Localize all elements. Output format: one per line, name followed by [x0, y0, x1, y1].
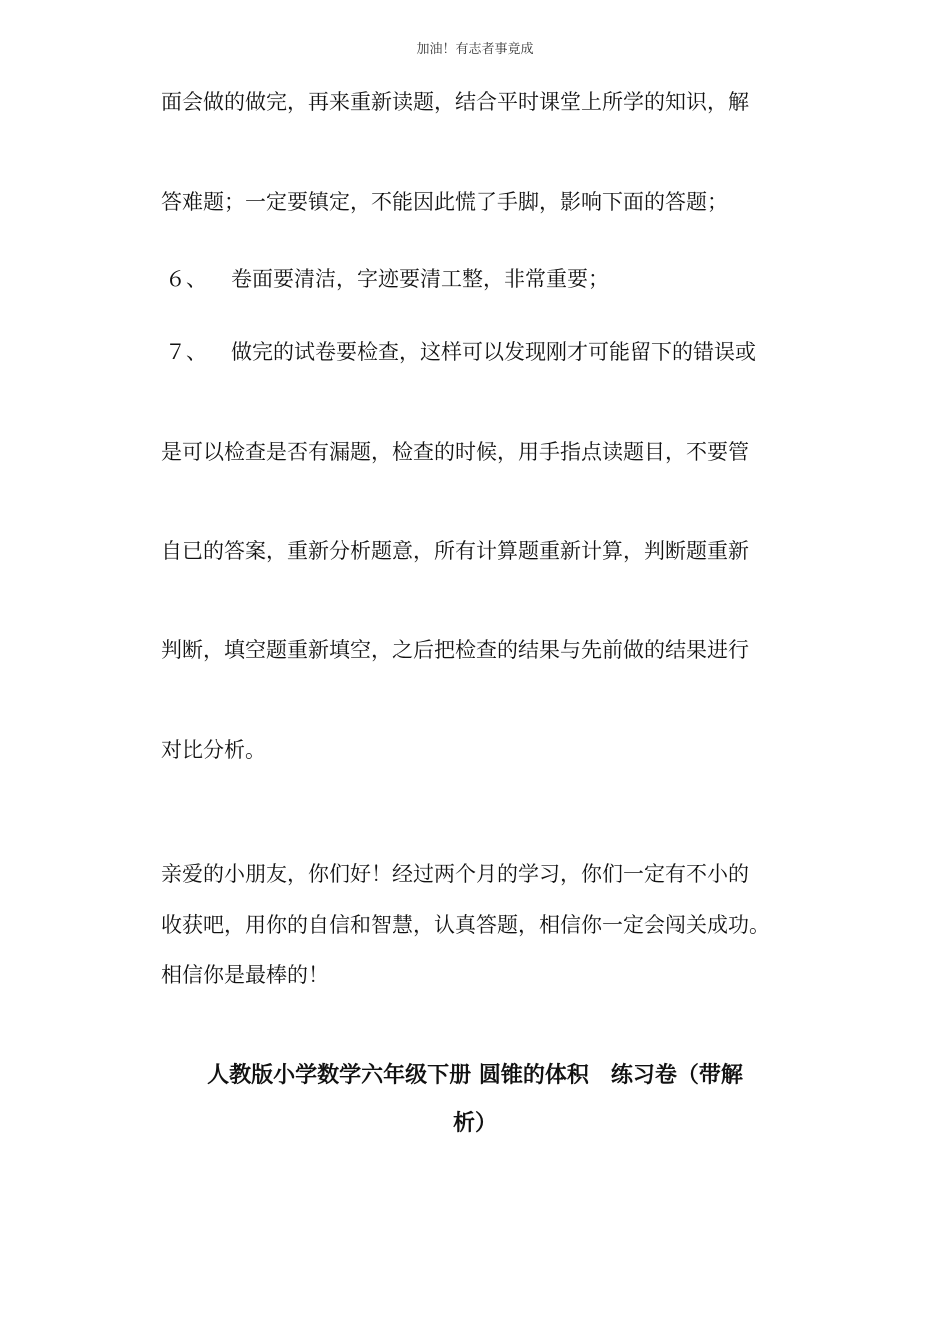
list-item-7-text: 做完的试卷要检查，这样可以发现刚才可能留下的错误或	[231, 340, 756, 364]
greeting-line-3: 相信你是最棒的！	[161, 963, 329, 987]
greeting-line-1: 亲爱的小朋友，你们好！经过两个月的学习，你们一定有不小的	[161, 862, 749, 886]
list-item-6-number: ６、	[165, 267, 207, 291]
body-line-5: 判断，填空题重新填空，之后把检查的结果与先前做的结果进行	[161, 638, 749, 662]
document-title-line-2: 析）	[452, 1111, 497, 1136]
body-line-1: 面会做的做完，再来重新读题，结合平时课堂上所学的知识，解	[161, 90, 749, 114]
list-item-6	[161, 265, 609, 293]
list-item-6-text: 卷面要清洁，字迹要清工整，非常重要；	[231, 267, 609, 291]
page-header: 加油！有志者事竟成	[416, 42, 534, 57]
body-line-3: 是可以检查是否有漏题，检查的时候，用手指点读题目，不要管	[161, 440, 749, 464]
body-line-4: 自已的答案，重新分析题意，所有计算题重新计算，判断题重新	[161, 539, 749, 563]
body-line-6: 对比分析。	[161, 738, 266, 762]
document-title-line-1: 人教版小学数学六年级下册 圆锥的体积 练习卷（带解	[207, 1063, 743, 1088]
body-line-2: 答难题；一定要镇定，不能因此慌了手脚，影响下面的答题；	[161, 190, 728, 214]
list-item-7-number: ７、	[165, 340, 207, 364]
list-item-7	[161, 338, 756, 366]
greeting-line-2: 收获吧，用你的自信和智慧，认真答题，相信你一定会闯关成功。	[161, 913, 770, 937]
